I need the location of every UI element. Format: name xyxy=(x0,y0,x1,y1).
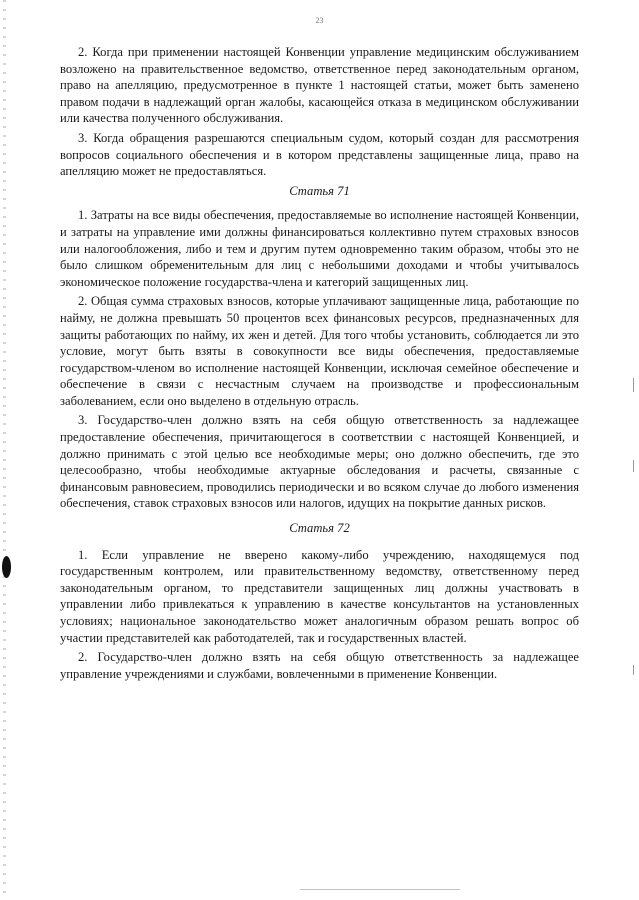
article-72-title: Статья 72 xyxy=(289,521,350,536)
scan-mark-artifact xyxy=(633,460,634,472)
article-71-paragraph-3: 3. Государство-член должно взять на себя общую ответственность за надлежащее предоставление обеспечения, причитающегося в соответствии с настоящей Конвенцией, и должно принимать с этой целью все необходимые меры; оно должно обеспечить, где это целесообразно, чтобы необходимые актуарные обследования и расчеты, связанные с финансовым равновесием, проводились периодически и во всяком случае до любого изменения обеспечения, ставок страховых взносов или налогов, идущих на покрытие данных рисков. xyxy=(60,413,579,511)
scan-footer-line xyxy=(300,889,460,890)
paragraph-2: 2. Когда при применении настоящей Конвенции управление медицинским обслуживанием возложено на правительственное ведомство, ответственное перед законодательным органом, право на апелляцию, предусмотренное в пункте 1 настоящей статьи, может быть заменено правом подачи в надлежащий орган жалобы, касающейся отказа в медицинском обслуживании или качества полученного обслуживания. xyxy=(60,45,579,126)
article-72-paragraph-1: 1. Если управление не вверено какому-либо учреждению, находящемуся под государственным контролем, или правительственному ведомству, ответственному перед законодательным органом, то представители защищенных лиц должны участвовать в управлении либо привлекаться к управлению в качестве консультантов на установленных условиях; национальное законодательство может аналогичным образом решать вопрос об участии представителей как работодателей, так и государственных властей. xyxy=(60,547,579,645)
article-71-title: Статья 71 xyxy=(289,183,350,198)
article-72-paragraph-2: 2. Государство-член должно взять на себя общую ответственность за надлежащее управление учреждениями и службами, вовлеченными в применение Конвенции. xyxy=(60,650,579,681)
paragraph-3: 3. Когда обращения разрешаются специальным судом, который создан для рассмотрения вопросов социального обеспечения и в котором представлены защищенные лица, право на апелляцию может не предоставляться. xyxy=(60,130,579,179)
page-number: 23 xyxy=(315,16,324,25)
article-71-paragraph-1: 1. Затраты на все виды обеспечения, предоставляемые во исполнение настоящей Конвенции, и затраты на управление ими должны финансироваться коллективно путем страховых взносов или налогообложения, либо и тем и другим путем одновременно таким образом, чтобы это не было слишком обременительным для лиц с небольшими доходами и чтобы учитывалось экономическое положение государства-члена и категорий защищенных лиц. xyxy=(60,208,579,289)
scan-edge-artifact xyxy=(3,0,6,900)
scan-blot-artifact xyxy=(2,556,11,578)
article-71-paragraph-2: 2. Общая сумма страховых взносов, которые уплачивают защищенные лица, работающие по найму, не должна превышать 50 процентов всех финансовых ресурсов, предназначенных для защиты работающих по найму, их жен и детей. Для того чтобы установить, соблюдается ли это условие, могут быть взяты в совокупности все виды обеспечения, предоставляемые государством-членом во исполнение настоящей Конвенции, исключая семейное обеспечение и обеспечение в связи с несчастным случаем на производстве и профессиональным заболеванием, если оно выделено в отдельную отрасль. xyxy=(60,294,579,408)
scan-mark-artifact xyxy=(633,665,634,675)
document-body xyxy=(60,44,579,685)
scan-mark-artifact xyxy=(633,378,634,392)
